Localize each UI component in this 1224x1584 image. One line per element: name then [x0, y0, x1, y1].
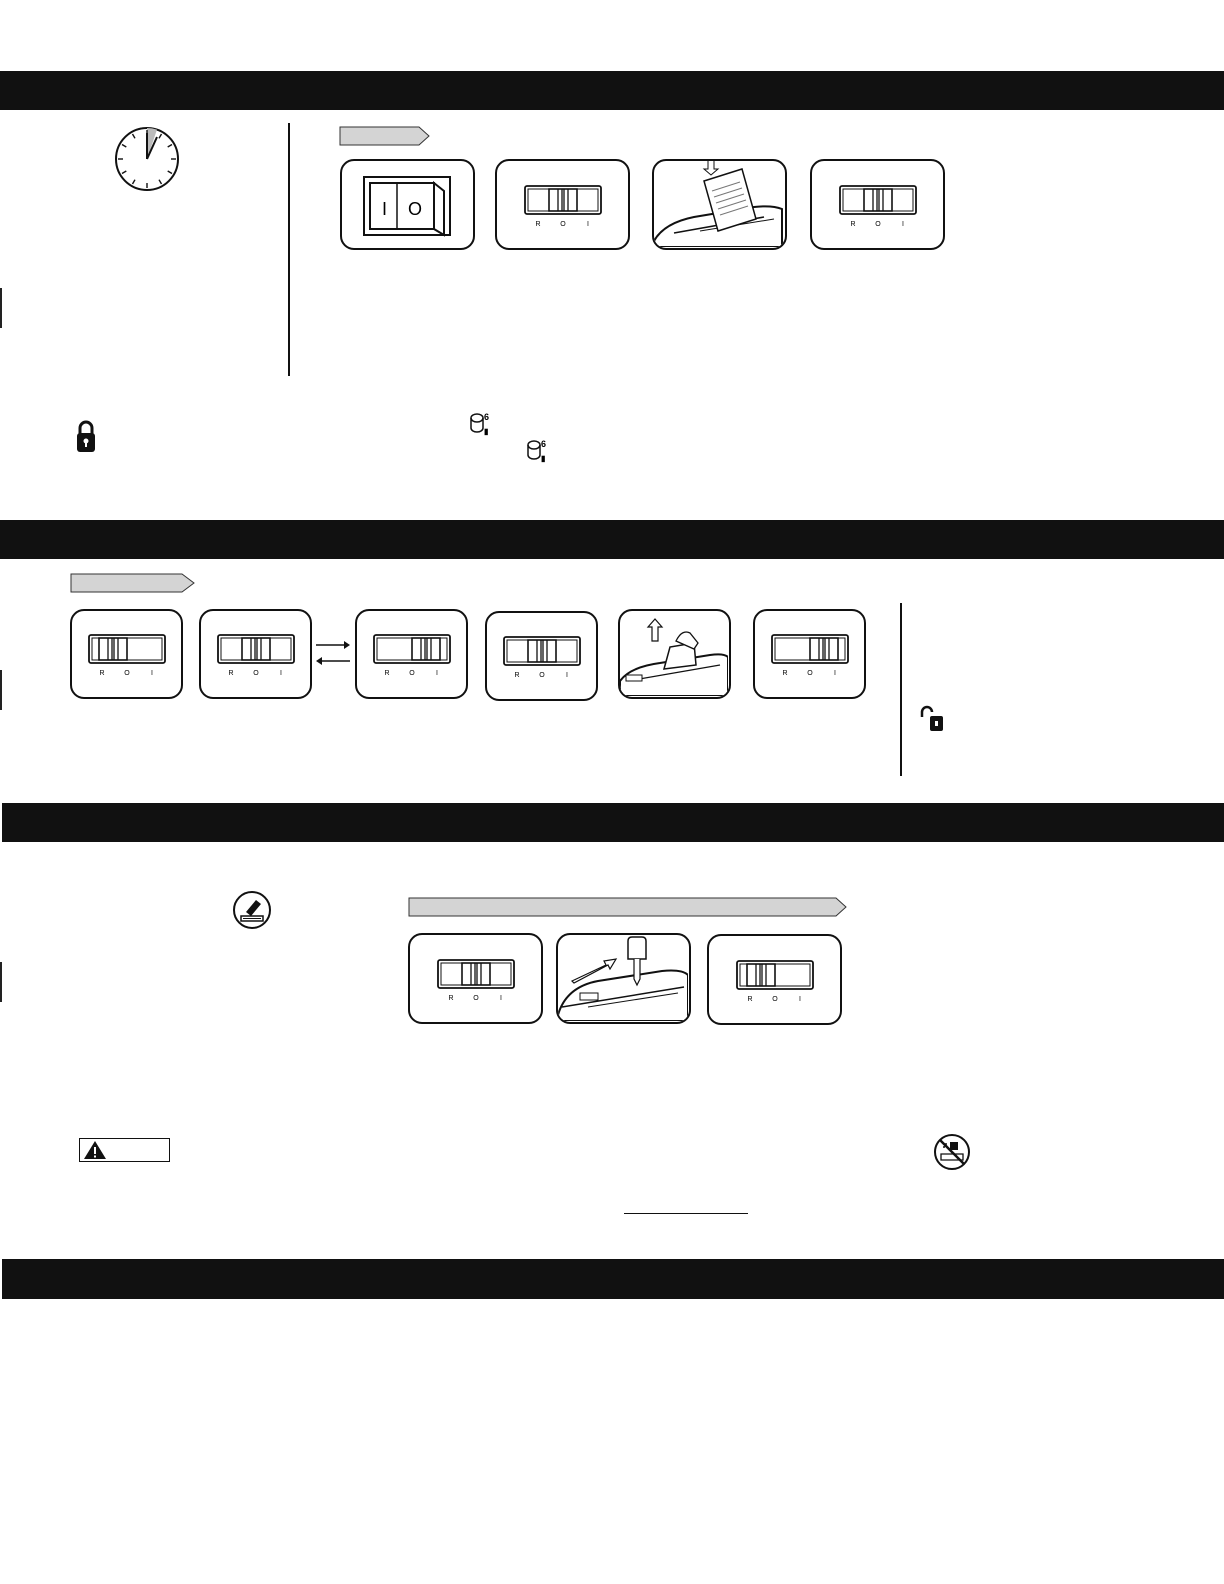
switch-label-off: O — [538, 672, 545, 679]
switch-label-on: I — [279, 670, 282, 677]
switch-label-on: I — [565, 672, 568, 679]
slide-switch — [838, 180, 918, 230]
section-header-bar-1 — [0, 71, 1224, 110]
sheet-capacity-icon — [526, 437, 550, 465]
switch-label-on: I — [798, 995, 801, 1003]
pen-oil-icon — [232, 890, 272, 930]
sheet-count-label: 6 — [541, 439, 547, 449]
step-tag-arrow — [70, 573, 196, 593]
switch-label-reverse: R — [781, 670, 788, 677]
switch-knob — [242, 638, 270, 660]
switch-label-reverse: R — [534, 220, 541, 228]
oil-bottle-illustration — [558, 935, 688, 1021]
rocker-off-symbol: O — [408, 199, 423, 219]
rocker-switch-illustration — [342, 161, 472, 247]
warning-label-box — [79, 1138, 170, 1162]
switch-label-off: O — [123, 670, 130, 677]
paper-feed-illustration — [654, 161, 784, 247]
slide-switch — [87, 629, 167, 679]
unlock-icon — [919, 705, 945, 733]
switch-knob — [412, 638, 440, 660]
switch-label-reverse: R — [383, 670, 390, 677]
slide-switch-panel — [355, 609, 468, 699]
slide-switch-panel — [408, 933, 543, 1024]
column-divider — [900, 603, 902, 776]
switch-label-on: I — [499, 994, 502, 1002]
slide-switch-panel — [810, 159, 945, 250]
switch-label-on: I — [901, 220, 904, 228]
switch-label-off: O — [472, 994, 479, 1002]
svg-text:▮: ▮ — [541, 454, 546, 463]
slide-switch-panel — [70, 609, 183, 699]
switch-knob — [810, 638, 838, 660]
section-header-bar-2 — [0, 520, 1224, 559]
oil-apply-panel — [556, 933, 691, 1024]
slide-switch-panel — [753, 609, 866, 699]
slide-switch — [502, 631, 582, 681]
switch-knob — [99, 638, 127, 660]
section-header-bar-4 — [2, 1259, 1224, 1299]
slide-switch-panel — [707, 934, 842, 1025]
step-tag-arrow — [339, 126, 431, 146]
switch-label-off: O — [252, 670, 259, 677]
paper-remove-illustration — [620, 611, 728, 696]
switch-label-reverse: R — [513, 672, 520, 679]
switch-label-reverse: R — [849, 220, 856, 228]
switch-label-reverse: R — [746, 995, 753, 1003]
slide-switch — [372, 629, 452, 679]
page-edge-mark — [0, 288, 2, 328]
switch-label-reverse: R — [227, 670, 234, 677]
link-underline — [624, 1213, 748, 1214]
sheet-count-label: 6 — [484, 412, 490, 422]
sheet-capacity-icon — [469, 410, 493, 438]
switch-knob — [549, 189, 577, 211]
switch-label-on: I — [435, 670, 438, 677]
step-tag-arrow — [408, 897, 848, 917]
slide-switch — [436, 954, 516, 1004]
toggle-arrows-icon — [314, 640, 352, 666]
switch-label-on: I — [586, 220, 589, 228]
slide-switch — [523, 180, 603, 230]
rocker-switch-panel — [340, 159, 475, 250]
switch-label-reverse: R — [447, 994, 454, 1002]
switch-label-off: O — [559, 220, 566, 228]
switch-label-off: O — [408, 670, 415, 677]
slide-switch — [216, 629, 296, 679]
warning-triangle-icon — [83, 1140, 107, 1160]
switch-knob — [528, 640, 556, 662]
rocker-on-symbol: I — [382, 199, 388, 219]
switch-label-off: O — [771, 995, 778, 1003]
paper-insert-panel — [652, 159, 787, 250]
slide-switch — [735, 955, 815, 1005]
slide-switch-panel — [199, 609, 312, 699]
switch-label-on: I — [150, 670, 153, 677]
switch-knob — [864, 189, 892, 211]
switch-knob — [462, 963, 490, 985]
page-edge-mark — [0, 670, 2, 710]
switch-label-reverse: R — [98, 670, 105, 677]
slide-switch — [770, 629, 850, 679]
slide-switch-panel — [495, 159, 630, 250]
switch-knob — [747, 964, 775, 986]
switch-label-off: O — [806, 670, 813, 677]
switch-label-on: I — [833, 670, 836, 677]
no-aerosol-icon — [932, 1132, 972, 1172]
clock-icon — [113, 125, 181, 193]
slide-switch-panel — [485, 611, 598, 701]
column-divider — [288, 123, 290, 376]
lock-icon — [76, 418, 96, 454]
section-header-bar-3 — [2, 803, 1224, 842]
svg-text:▮: ▮ — [484, 427, 489, 436]
paper-remove-panel — [618, 609, 731, 699]
switch-label-off: O — [874, 220, 881, 228]
page-edge-mark — [0, 962, 2, 1002]
